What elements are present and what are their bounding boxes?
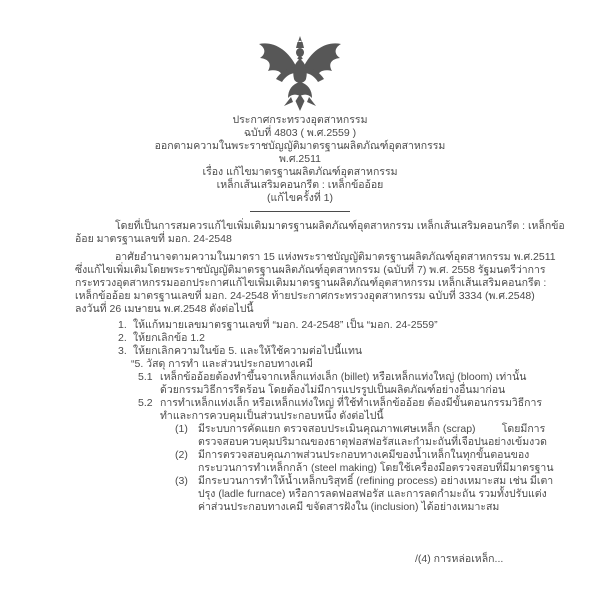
header-act-year: พ.ศ.2511 — [279, 153, 321, 165]
paragraph-2-line: อาศัยอำนาจตามความในมาตรา 15 แห่งพระราชบัญญัติมาตรฐานผลิตภัณฑ์อุตสาหกรรม พ.ศ.2511 — [115, 251, 556, 263]
garuda-graphic — [255, 35, 345, 113]
list-item-text: ให้ยกเลิกข้อ 1.2 — [133, 332, 205, 344]
list-item-2 — [75, 332, 530, 345]
clause-text: การทำเหล็กแท่งเล็ก หรือเหล็กแท่งใหญ่ ที่ใช้ทำเหล็กข้ออ้อย ต้องมีขั้นตอนกรรมวิธีการ — [160, 397, 543, 409]
clause-5-1 — [75, 371, 530, 384]
clause-5-2-continuation: ทำและการควบคุมเป็นส่วนประกอบหนึ่ง ดังต่อไปนี้ — [160, 410, 384, 422]
subclause-text: มีระบบการคัดแยก ตรวจสอบประเมินคุณภาพเศษเหล็ก (scrap) โดยมีการ — [198, 423, 546, 435]
list-item-number: 1. — [118, 319, 127, 331]
subclause-number: (2) — [175, 449, 188, 461]
paragraph-1-line: โดยที่เป็นการสมควรแก้ไขเพิ่มเติมมาตรฐานผลิตภัณฑ์อุตสาหกรรม เหล็กเส้นเสริมคอนกรีต : เหล็กข้อ — [115, 220, 565, 232]
header-act-line: ออกตามความในพระราชบัญญัติมาตรฐานผลิตภัณฑ์อุตสาหกรรม — [154, 140, 446, 152]
subclause-text: มีการตรวจสอบคุณภาพส่วนประกอบทางเคมีของน้ำเหล็กในทุกขั้นตอนของ — [198, 449, 530, 461]
header-divider — [250, 211, 350, 212]
subclause-number: (1) — [175, 423, 188, 435]
list-item-number: 3. — [118, 345, 127, 357]
clause-number: 5.2 — [138, 397, 153, 409]
header-amendment-line: (แก้ไขครั้งที่ 1) — [266, 192, 334, 204]
paragraph-2-line: ลงวันที่ 26 เมษายน พ.ศ.2548 ดังต่อไปนี้ — [75, 303, 254, 315]
list-item-number: 2. — [118, 332, 127, 344]
list-item-1 — [75, 319, 530, 332]
paragraph-2-line: กระทรวงอุตสาหกรรมออกประกาศแก้ไขเพิ่มเติมมาตรฐานผลิตภัณฑ์อุตสาหกรรม เหล็กเส้นเสริมคอนกรีต : — [75, 277, 547, 289]
paragraph-1-line: อ้อย มาตรฐานเลขที่ มอก. 24-2548 — [75, 233, 232, 245]
list-item-text: ให้ยกเลิกความในข้อ 5. และให้ใช้ความต่อไปนี้แทน — [133, 345, 363, 357]
announcement-header — [0, 114, 600, 205]
header-issue-number: ฉบับที่ 4803 ( พ.ศ.2559 ) — [243, 127, 357, 139]
header-subject-line: เรื่อง แก้ไขมาตรฐานผลิตภัณฑ์อุตสาหกรรม — [202, 166, 398, 178]
paragraph-2-line: เหล็กข้ออ้อย มาตรฐานเลขที่ มอก. 24-2548 ท้ายประกาศกระทรวงอุตสาหกรรม ฉบับที่ 3334 (พ.ศ.2548) — [75, 290, 535, 302]
clause-5-2 — [75, 397, 543, 410]
list-item-text: ให้แก้หมายเลขมาตรฐานเลขที่ “มอก. 24-2548” เป็น “มอก. 24-2559” — [133, 319, 438, 331]
subclause-number: (3) — [175, 475, 188, 487]
subclause-3-continuation: ปรุง (ladle furnace) หรือการลดฟอสฟอรัส และการลดกำมะถัน รวมทั้งปรับแต่ง — [198, 488, 547, 500]
list-item-3 — [75, 345, 530, 358]
clause-text: เหล็กข้ออ้อยต้องทำขึ้นจากเหล็กแท่งเล็ก (billet) หรือเหล็กแท่งใหญ่ (bloom) เท่านั้น — [160, 371, 527, 383]
paragraph-2-line: ซึ่งแก้ไขเพิ่มเติมโดยพระราชบัญญัติมาตรฐานผลิตภัณฑ์อุตสาหกรรม (ฉบับที่ 7) พ.ศ. 2558 รัฐมนตรีว่าการ — [75, 264, 546, 276]
section-5-heading: “5. วัสดุ การทำ และส่วนประกอบทางเคมี — [131, 358, 313, 370]
subclause-3 — [75, 475, 554, 488]
subclause-1 — [75, 423, 546, 436]
clause-number: 5.1 — [138, 371, 153, 383]
subclause-3-continuation: ค่าส่วนประกอบทางเคมี ขจัดสารฝังใน (inclusion) ได้อย่างเหมาะสม — [198, 501, 500, 513]
subclause-2 — [75, 449, 530, 462]
subclause-2-continuation: กระบวนการทำเหล็กกล้า (steel making) โดยใช้เครื่องมือตรวจสอบที่มีมาตรฐาน — [198, 462, 554, 474]
subclause-1-continuation: ตรวจสอบควบคุมปริมาณของธาตุฟอสฟอรัสและกำมะถันที่เจือปนอย่างเข้มงวด — [198, 436, 547, 448]
continuation-note: /(4) การหล่อเหล็ก... — [415, 553, 504, 565]
document-body — [75, 220, 565, 514]
subclause-text: มีกระบวนการทำให้น้ำเหล็กบริสุทธิ์ (refining process) อย่างเหมาะสม เช่น มีเตา — [198, 475, 554, 487]
garuda-emblem-icon — [255, 35, 345, 113]
clause-5-1-continuation: ด้วยกรรมวิธีการรีดร้อน โดยต้องไม่มีการแปรรูปเป็นผลิตภัณฑ์อย่างอื่นมาก่อน — [160, 384, 506, 396]
header-product-line: เหล็กเส้นเสริมคอนกรีต : เหล็กข้ออ้อย — [216, 179, 384, 191]
header-ministry-line: ประกาศกระทรวงอุตสาหกรรม — [232, 114, 368, 126]
